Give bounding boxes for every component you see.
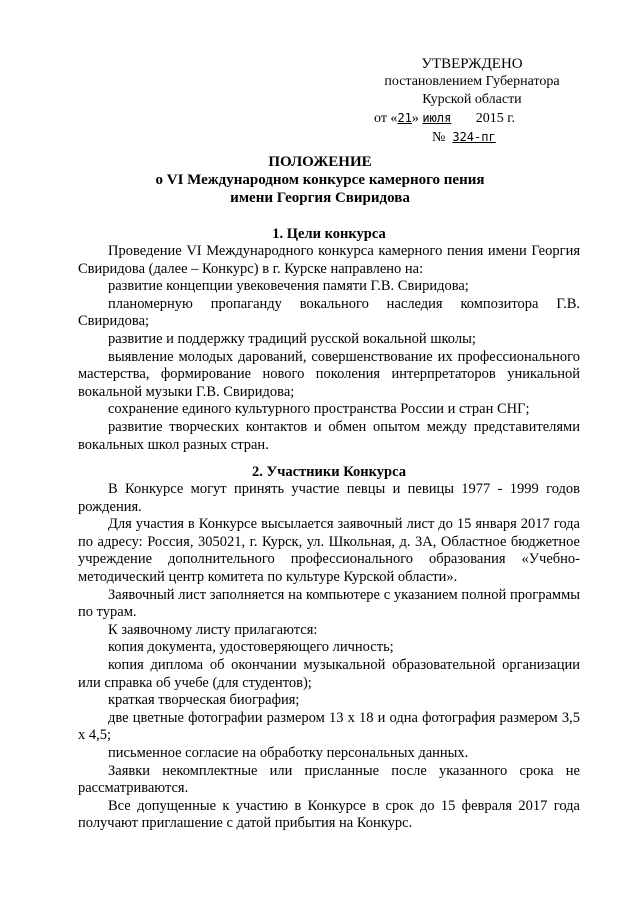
date-prefix: от « <box>374 111 398 126</box>
paragraph: К заявочному листу прилагаются: <box>108 621 318 638</box>
paragraph: развитие и поддержку традиций русской вокальной школы; <box>108 330 476 347</box>
paragraph: развитие концепции увековечения памяти Г.В. Свиридова; <box>108 278 469 295</box>
paragraph: выявление молодых дарований, совершенствование их профессионального мастерства, формирование нового поколения интерпретаторов уникальной вокальной музыки Г.В. Свиридова; <box>78 348 580 400</box>
approval-line-2: Курской области <box>422 92 522 107</box>
number-value: 324-пг <box>452 130 496 144</box>
section-heading: 1. Цели конкурса <box>272 226 386 242</box>
paragraph: Все допущенные к участию в Конкурсе в срок до 15 февраля 2017 года получают приглашение с датой прибытия на Конкурс. <box>78 797 580 832</box>
section-participants <box>78 463 580 833</box>
title-main: ПОЛОЖЕНИЕ <box>268 154 372 170</box>
paragraph: В Конкурсе могут принять участие певцы и певицы 1977 - 1999 годов рождения. <box>78 481 580 515</box>
paragraph: Заявочный лист заполняется на компьютере с указанием полной программы по турам. <box>78 586 580 621</box>
approval-date <box>374 109 572 128</box>
paragraph: Проведение VI Международного конкурса камерного пения имени Георгия Свиридова (далее – Конкурс) в г. Курске направлено на: <box>78 243 580 277</box>
paragraph: письменное согласие на обработку персональных данных. <box>108 744 469 761</box>
paragraph: развитие творческих контактов и обмен опытом между представителями вокальных школ разных стран. <box>78 418 580 453</box>
paragraph: Для участия в Конкурсе высылается заявочный лист до 15 января 2017 года по адресу: Россия, 305021, г. Курск, ул. Школьная, д. 3А, Областное бюджетное учреждение дополнительного профессионального образования «Учебно-методический центр комитета по культуре Курской области». <box>78 516 580 585</box>
approval-line-1: постановлением Губернатора <box>384 74 560 89</box>
approval-number <box>432 128 572 147</box>
section-goals <box>78 225 580 454</box>
paragraph: две цветные фотографии размером 13 х 18 и одна фотография размером 3,5 х 4,5; <box>78 709 580 744</box>
date-mid: » <box>411 111 423 126</box>
approval-stamp <box>372 55 572 147</box>
paragraph: копия диплома об окончании музыкальной образовательной организации или справка об учебе (для студентов); <box>78 656 580 691</box>
paragraph: планомерную пропаганду вокального наследия композитора Г.В. Свиридова; <box>78 295 580 330</box>
title-sub-1: о VI Международном конкурсе камерного пения <box>155 172 485 188</box>
date-day: 21 <box>397 111 412 125</box>
paragraph: краткая творческая биография; <box>108 692 300 709</box>
number-label: № <box>432 130 446 145</box>
document-title <box>0 153 640 207</box>
paragraph: копия документа, удостоверяющего личность; <box>108 639 394 656</box>
title-sub-2: имени Георгия Свиридова <box>230 190 410 206</box>
date-year: 2015 г. <box>475 111 515 126</box>
approval-heading: УТВЕРЖДЕНО <box>421 56 523 72</box>
paragraph: Заявки некомплектные или присланные после указанного срока не рассматриваются. <box>78 762 580 797</box>
section-heading: 2. Участники Конкурса <box>252 464 406 480</box>
date-month: июля <box>422 111 452 125</box>
paragraph: сохранение единого культурного пространства России и стран СНГ; <box>108 401 530 418</box>
